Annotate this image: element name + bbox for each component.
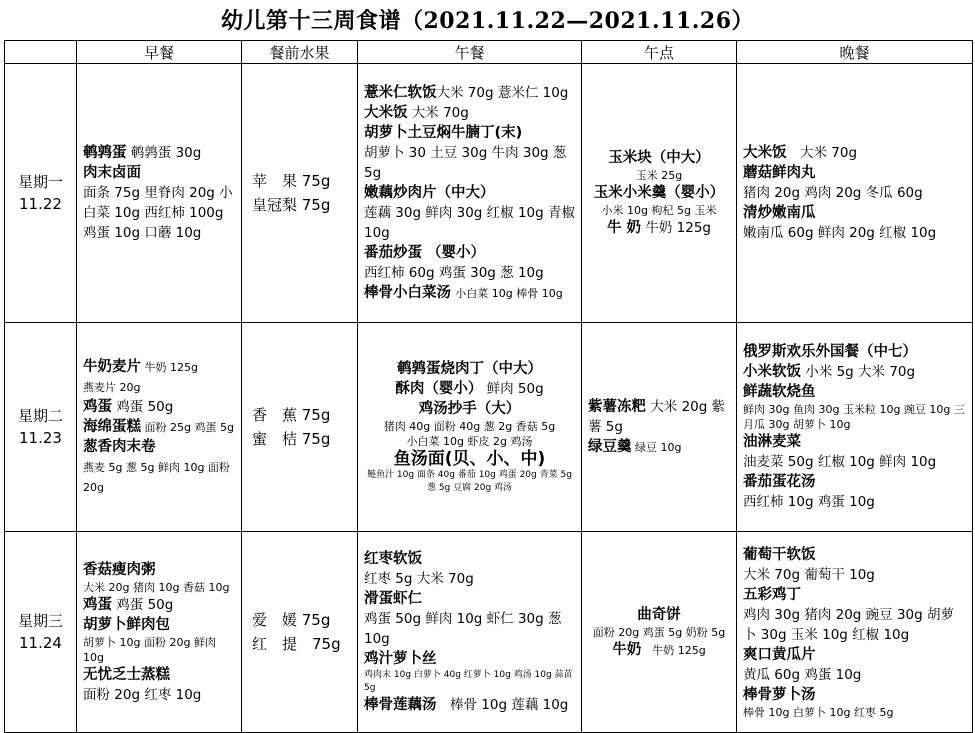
dish-name: 五彩鸡丁 xyxy=(743,586,801,603)
fruit-item: 香 蕉 75g xyxy=(252,406,331,424)
day-cell xyxy=(5,64,77,323)
dish-ingredients: 棒骨 10g 莲藕 10g xyxy=(436,697,569,713)
dish-ingredients: 黄瓜 60g 鸡蛋 10g xyxy=(743,666,862,683)
dish-name: 牛 奶 xyxy=(607,220,642,236)
dish-ingredients: 牛奶 125g xyxy=(141,361,198,374)
day-name: 星期三 xyxy=(17,612,63,630)
day-cell xyxy=(5,532,77,733)
fruit-item: 蜜 桔 75g xyxy=(252,430,331,448)
dish-ingredients: 大米 70g xyxy=(786,145,858,161)
dish-name: 大米饭 xyxy=(364,105,408,121)
dinner-cell xyxy=(737,532,973,733)
breakfast-cell xyxy=(77,64,242,323)
dish-ingredients: 玉米 25g xyxy=(635,169,683,182)
dish-name: 薏米仁软饭 xyxy=(364,85,437,101)
dish-ingredients: 鲜肉 30g 鱼肉 30g 玉米粒 10g 豌豆 10g 三月瓜 30g 胡萝卜 10g xyxy=(743,403,965,431)
dish-ingredients: 小白菜 10g 棒骨 10g xyxy=(455,287,563,300)
lunch-cell xyxy=(358,323,582,532)
dish-name: 曲奇饼 xyxy=(637,606,681,623)
day-name: 星期一 xyxy=(17,173,63,191)
menu-table xyxy=(4,40,973,733)
dish-name: 清炒嫩南瓜 xyxy=(743,205,816,221)
dish-name: 鸡蛋 xyxy=(83,596,112,613)
dish-ingredients: 胡萝卜 30 土豆 30g 牛肉 30g 葱 5g xyxy=(364,145,567,181)
dish-name: 大米饭 xyxy=(743,145,787,161)
dish-name: 鲜蔬软烧鱼 xyxy=(743,384,816,400)
dish-name: 棒骨萝卜汤 xyxy=(743,686,816,703)
snack-cell xyxy=(582,323,737,532)
dish-name: 无忧乏士蒸糕 xyxy=(83,666,170,683)
dish-ingredients: 小米 5g 大米 70g xyxy=(801,364,916,380)
fruit-item: 爱 媛 75g xyxy=(252,611,331,629)
dish-ingredients: 鸡蛋 50g xyxy=(112,596,174,613)
header-snack: 午点 xyxy=(582,41,737,64)
dish-name: 酥肉（婴小） xyxy=(395,381,483,397)
dish-name: 肉末卤面 xyxy=(83,165,141,181)
dish-name: 玉米块（中大） xyxy=(608,150,710,166)
dinner-cell xyxy=(737,64,973,323)
dish-ingredients: 面条 75g 里脊肉 20g 小白菜 10g 西红柿 100g 鸡蛋 10g 口蘑 10g xyxy=(83,185,233,241)
lunch-cell xyxy=(358,64,582,323)
dish-name: 玉米小米羹（婴小） xyxy=(593,185,725,201)
dish-ingredients: 鲢鱼汁 10g 面条 40g 番茄 10g 鸡蛋 20g 青菜 5g 葱 5g 豆腐 20g 鸡汤 xyxy=(367,470,572,493)
dish-ingredients: 大米 20g 紫薯 5g xyxy=(588,399,726,435)
dish-name: 绿豆羹 xyxy=(588,439,632,455)
snack-cell xyxy=(582,64,737,323)
dish-name: 小米软饭 xyxy=(743,364,801,380)
dish-ingredients: 红枣 5g 大米 70g xyxy=(364,571,474,587)
dish-ingredients: 燕麦 5g 葱 5g 鲜肉 10g 面粉 20g xyxy=(83,461,230,494)
breakfast-cell xyxy=(77,532,242,733)
dish-name: 爽口黄瓜片 xyxy=(743,646,816,663)
fruit-cell xyxy=(242,64,358,323)
dish-ingredients: 大米 20g 猪肉 10g 香菇 10g xyxy=(83,580,230,594)
dish-name: 鸡汁萝卜丝 xyxy=(364,651,437,667)
dish-name: 紫薯冻粑 xyxy=(588,399,646,415)
dish-name: 棒骨莲藕汤 xyxy=(364,697,437,713)
dish-ingredients: 大米 70g 葡萄干 10g xyxy=(743,566,875,583)
header-fruit: 餐前水果 xyxy=(242,41,358,64)
dish-ingredients: 鹌鹑蛋 30g xyxy=(130,145,202,161)
dish-name: 鱼汤面(贝、小、中) xyxy=(393,449,546,469)
dish-ingredients: 燕麦片 20g xyxy=(83,381,141,394)
dish-name: 俄罗斯欢乐外国餐（中七） xyxy=(743,344,917,360)
dish-ingredients: 胡萝卜 10g 面粉 20g 鲜肉 10g xyxy=(83,635,216,664)
dish-ingredients: 面粉 20g 红枣 10g xyxy=(83,686,202,703)
header-corner xyxy=(5,41,77,64)
day-date: 11.22 xyxy=(19,195,62,213)
dish-ingredients: 面粉 20g 鸡蛋 5g 奶粉 5g xyxy=(592,625,726,639)
dish-name: 滑蛋虾仁 xyxy=(364,591,422,607)
table-row xyxy=(5,323,973,532)
header-dinner: 晚餐 xyxy=(737,41,973,64)
fruit-cell xyxy=(242,532,358,733)
dish-name: 蘑菇鲜肉丸 xyxy=(743,165,816,181)
fruit-item: 皇冠梨 75g xyxy=(252,196,331,214)
dish-ingredients: 鸡肉末 10g 白萝卜 40g 红萝卜 10g 鸡汤 10g 蒜苗 5g xyxy=(364,670,573,693)
dish-ingredients: 西红柿 60g 鸡蛋 30g 葱 10g xyxy=(364,265,544,281)
dinner-cell xyxy=(737,323,973,532)
dish-name: 牛奶麦片 xyxy=(83,359,141,375)
dish-name: 嫩藕炒肉片（中大） xyxy=(364,185,495,201)
dish-ingredients: 猪肉 40g 面粉 40g 葱 2g 香菇 5g xyxy=(383,420,556,433)
dish-ingredients: 小米 10g 枸杞 5g 玉米 xyxy=(601,204,717,217)
day-name: 星期二 xyxy=(17,407,63,425)
dish-ingredients: 嫩南瓜 60g 鲜肉 20g 红椒 10g xyxy=(743,225,937,241)
dish-name: 鹌鹑蛋 xyxy=(83,145,127,161)
day-date: 11.24 xyxy=(19,634,62,652)
dish-ingredients: 西红柿 10g 鸡蛋 10g xyxy=(743,494,875,510)
dish-name: 油淋麦菜 xyxy=(743,434,801,450)
dish-ingredients: 大米 70g 薏米仁 10g xyxy=(436,85,569,101)
dish-name: 香菇瘦肉粥 xyxy=(83,561,156,578)
dish-ingredients: 鸡肉 30g 猪肉 20g 豌豆 30g 胡萝卜 30g 玉米 10g 红椒 10g xyxy=(743,606,954,643)
dish-ingredients: 油麦菜 50g 红椒 10g 鲜肉 10g xyxy=(743,454,937,470)
table-row xyxy=(5,532,973,733)
dish-name: 番茄蛋花汤 xyxy=(743,474,816,490)
dish-ingredients: 绿豆 10g xyxy=(631,441,682,454)
dish-name: 胡萝卜土豆焖牛腩丁(末) xyxy=(364,125,523,141)
dish-ingredients: 小白菜 10g 虾皮 2g 鸡汤 xyxy=(406,435,533,448)
dish-name: 红枣软饭 xyxy=(364,551,422,567)
dish-ingredients: 面粉 25g 鸡蛋 5g xyxy=(141,421,234,434)
dish-name: 鸡蛋 xyxy=(83,399,112,415)
dish-ingredients: 鲜肉 50g xyxy=(482,381,544,397)
dish-ingredients: 莲藕 30g 鲜肉 30g 红椒 10g 青椒 10g xyxy=(364,205,575,241)
dish-ingredients: 鸡蛋 50g xyxy=(112,399,174,415)
dish-name: 海绵蛋糕 xyxy=(83,419,141,435)
header-row xyxy=(5,41,973,64)
dish-ingredients: 鸡蛋 50g 鲜肉 10g 虾仁 30g 葱 10g xyxy=(364,611,562,647)
header-breakfast: 早餐 xyxy=(77,41,242,64)
dish-ingredients: 大米 70g xyxy=(407,105,469,121)
fruit-cell xyxy=(242,323,358,532)
dish-ingredients: 猪肉 20g 鸡肉 20g 冬瓜 60g xyxy=(743,185,923,201)
dish-name: 牛奶 xyxy=(612,641,642,658)
day-cell xyxy=(5,323,77,532)
dish-name: 葡萄干软饭 xyxy=(743,546,816,563)
dish-name: 葱香肉末卷 xyxy=(83,439,156,455)
snack-cell xyxy=(582,532,737,733)
dish-name: 棒骨小白菜汤 xyxy=(364,285,451,301)
dish-ingredients: 棒骨 10g 白萝卜 10g 红枣 5g xyxy=(743,705,894,719)
table-row xyxy=(5,64,973,323)
dish-ingredients: 牛奶 125g xyxy=(641,220,711,236)
fruit-item: 红 提 75g xyxy=(252,635,341,653)
dish-name: 鸡汤抄手（大） xyxy=(418,401,521,417)
dish-ingredients: 牛奶 125g xyxy=(641,643,706,657)
page-title: 幼儿第十三周食谱（2021.11.22—2021.11.26） xyxy=(220,8,755,34)
breakfast-cell xyxy=(77,323,242,532)
dish-name: 胡萝卜鲜肉包 xyxy=(83,616,170,633)
dish-name: 鹌鹑蛋烧肉丁（中大） xyxy=(397,361,542,377)
header-lunch: 午餐 xyxy=(358,41,582,64)
day-date: 11.23 xyxy=(19,429,62,447)
lunch-cell xyxy=(358,532,582,733)
fruit-item: 苹 果 75g xyxy=(252,172,331,190)
dish-name: 番茄炒蛋 （婴小） xyxy=(364,245,486,261)
